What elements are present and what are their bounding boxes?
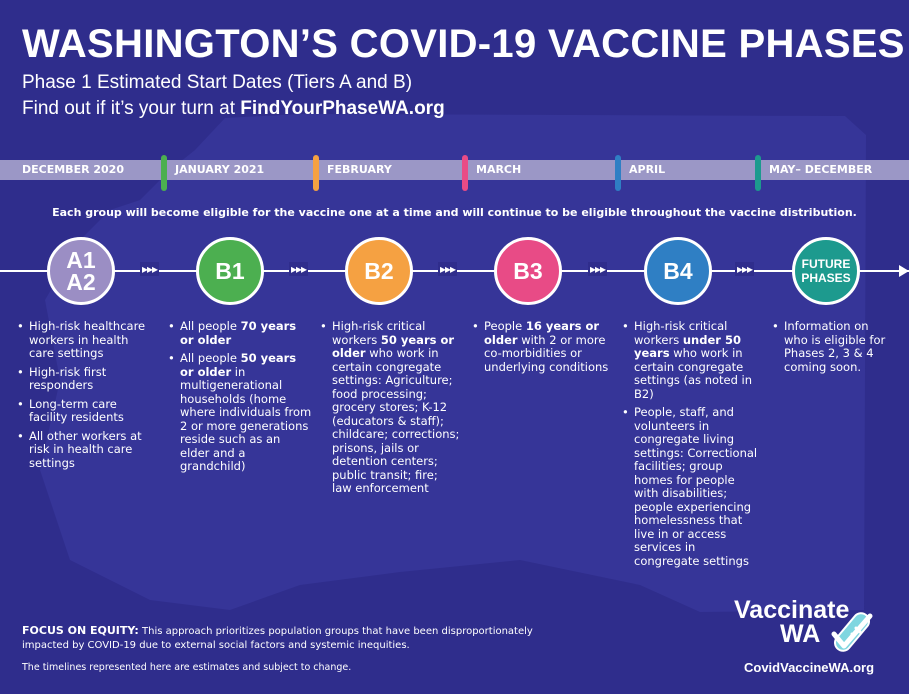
logo-line-2: WA	[780, 620, 821, 648]
phase-a-column	[17, 320, 152, 475]
phase-a2-label: A2	[66, 269, 96, 295]
list-item: • Long-term care facility residents	[17, 398, 152, 425]
month-december-2020: DECEMBER 2020	[22, 163, 124, 176]
future-phases-label-1: FUTURE	[801, 257, 851, 271]
item-emphasis: 70 years or older	[180, 319, 297, 347]
item-text: People, staff, and volunteers in congregate living settings: Correctional facilities; group homes for people with disabilities; people experiencing homelessness that live in or access services in congregate settings	[634, 405, 758, 568]
phase-b1-circle	[196, 237, 264, 305]
month-january-2021: JANUARY 2021	[175, 163, 265, 176]
item-text: in multigenerational households (home where individuals from 2 or more generations reside such as an elder and a grandchild)	[180, 364, 312, 473]
site-link[interactable]: CovidVaccineWA.org	[744, 660, 875, 675]
phase-b3-column	[472, 320, 612, 379]
chevron-right-icon: ▸▸▸	[737, 262, 753, 276]
item-emphasis: 16 years or older	[484, 319, 600, 347]
future-phases-label-2: PHASES	[801, 271, 851, 285]
item-text: with 2 or more co-morbidities or underlying conditions	[484, 332, 609, 374]
arrow-head-icon	[899, 265, 909, 277]
list-item	[168, 320, 313, 347]
list-item	[168, 352, 313, 474]
item-emphasis: under 50 years	[634, 332, 741, 360]
item-text: who work in certain congregate settings (as noted in B2)	[634, 346, 753, 401]
eligibility-note: Each group will become eligible for the vaccine one at a time and will continue to be eligible throughout the vaccine distribution.	[52, 206, 857, 219]
page-subtitle: Phase 1 Estimated Start Dates (Tiers A and B)	[22, 72, 413, 93]
item-emphasis: 50 years or older	[332, 332, 455, 360]
find-your-phase-text	[22, 98, 445, 120]
list-item	[622, 320, 762, 401]
chevron-right-icon: ▸▸▸	[291, 262, 307, 276]
phase-b2-label: B2	[364, 258, 394, 284]
chevron-right-icon: ▸▸▸	[590, 262, 606, 276]
phase-a1-label: A1	[66, 247, 96, 273]
month-tick-may-december	[755, 155, 761, 191]
logo-line-1: Vaccinate	[734, 596, 850, 624]
month-april: APRIL	[629, 163, 666, 176]
month-tick-february	[313, 155, 319, 191]
list-item: • Information on who is eligible for Phases 2, 3 & 4 coming soon.	[772, 320, 892, 374]
item-emphasis: 50 years or older	[180, 351, 297, 379]
phase-a1-a2-circle	[47, 237, 115, 305]
phase-b3-label: B3	[513, 258, 543, 284]
month-march: MARCH	[476, 163, 522, 176]
find-your-phase-link[interactable]: FindYourPhaseWA.org	[240, 98, 445, 119]
month-tick-april	[615, 155, 621, 191]
month-tick-january	[161, 155, 167, 191]
chevron-right-icon: ▸▸▸	[142, 262, 158, 276]
phase-future-column	[772, 320, 892, 379]
bandage-check-icon	[826, 606, 888, 654]
list-item	[320, 320, 460, 496]
list-item: • All other workers at risk in health care settings	[17, 430, 152, 471]
list-item: • High-risk first responders	[17, 366, 152, 393]
month-may-december: MAY– DECEMBER	[769, 163, 873, 176]
find-your-phase-prefix: Find out if it’s your turn at	[22, 98, 241, 119]
list-item: • High-risk healthcare workers in health care settings	[17, 320, 152, 361]
phase-b3-circle	[494, 237, 562, 305]
phase-b2-circle	[345, 237, 413, 305]
chevron-right-icon: ▸▸▸	[440, 262, 456, 276]
phase-b1-column	[168, 320, 313, 479]
list-item	[622, 406, 762, 568]
phase-b2-column	[320, 320, 460, 501]
item-text: People	[484, 319, 526, 333]
equity-text: This approach prioritizes population groups that have been disproportionately impacted by COVID-19 due to external social factors and systemic inequities.	[22, 626, 533, 651]
item-text: High-risk critical workers	[332, 319, 426, 347]
disclaimer: The timelines represented here are estimates and subject to change.	[22, 662, 352, 673]
month-tick-march	[462, 155, 468, 191]
list-item	[472, 320, 612, 374]
phase-b4-column	[622, 320, 762, 573]
phase-b4-circle	[644, 237, 712, 305]
item-text: who work in certain congregate settings: Agriculture; food processing; grocery stores; K-12 (educators & staff); childcare; corrections; prisons, jails or detention centers; public transit; fire; law enforcement	[332, 346, 460, 495]
phase-b1-label: B1	[215, 258, 245, 284]
equity-statement	[22, 624, 542, 653]
item-text: High-risk critical workers	[634, 319, 728, 347]
phase-future-circle	[792, 237, 860, 305]
phase-b4-label: B4	[663, 258, 693, 284]
item-text: All people	[180, 319, 241, 333]
month-february: FEBRUARY	[327, 163, 392, 176]
item-text: All people	[180, 351, 241, 365]
page-title: WASHINGTON’S COVID-19 VACCINE PHASES	[22, 22, 905, 66]
equity-lead: FOCUS ON EQUITY:	[22, 624, 139, 637]
